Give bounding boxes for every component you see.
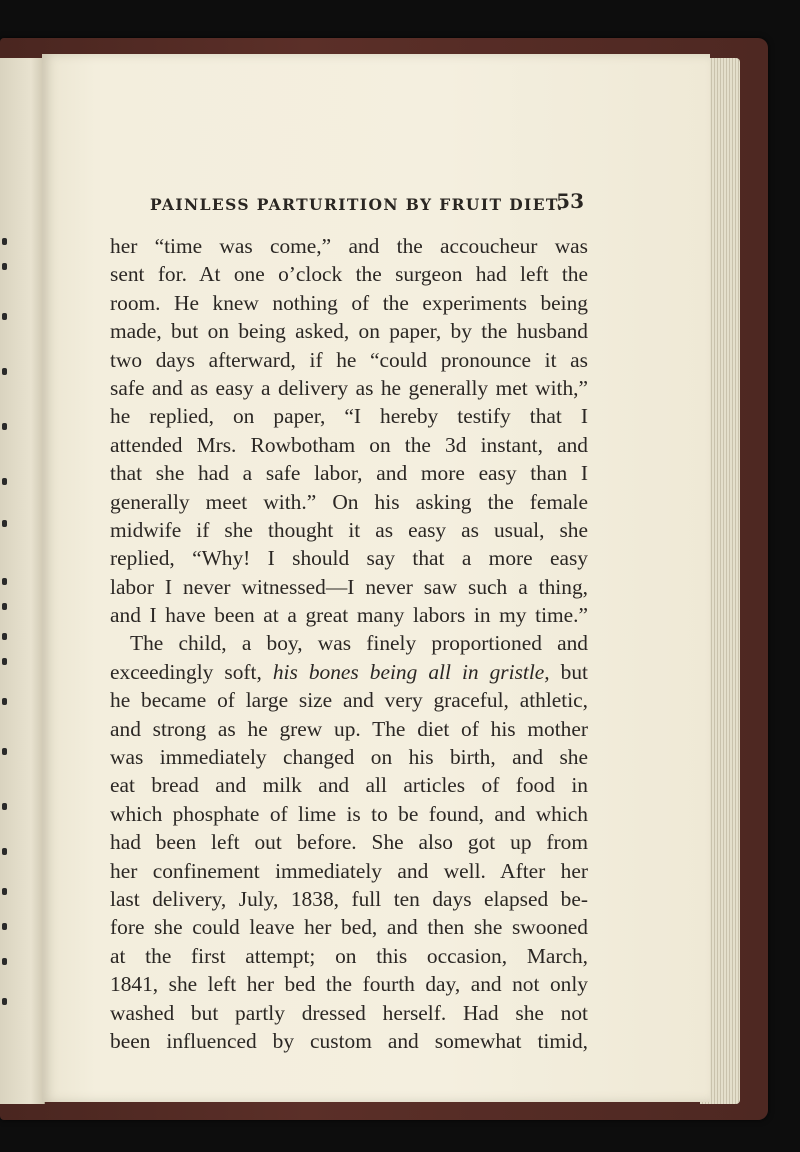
text-line: made, but on being asked, on paper, by the husband <box>110 319 588 344</box>
paragraph-start-line: The child, a boy, was finely proportioned and <box>130 631 588 656</box>
text-line: replied, “Why! I should say that a more easy <box>110 546 588 571</box>
text-run: exceedingly soft, <box>110 659 273 684</box>
text-line: 1841, she left her bed the fourth day, and not only <box>110 972 588 997</box>
text-line: been influenced by custom and somewhat timid, <box>110 1028 588 1053</box>
left-page-edge <box>0 58 45 1104</box>
text-line: had been left out before. She also got up from <box>110 830 588 855</box>
page-number: 53 <box>556 189 584 213</box>
text-line: which phosphate of lime is to be found, and which <box>110 801 588 826</box>
text-line: he replied, on paper, “I hereby testify that I <box>110 404 588 429</box>
text-line: at the first attempt; on this occasion, March, <box>110 943 588 968</box>
running-title: PAINLESS PARTURITION BY FRUIT DIET. <box>150 195 564 214</box>
text-line: her “time was come,” and the accoucheur was <box>110 234 588 258</box>
text-line: was immediately changed on his birth, and she <box>110 745 588 770</box>
text-line: fore she could leave her bed, and then she swooned <box>110 915 588 940</box>
text-line: eat bread and milk and all articles of food in <box>110 773 588 798</box>
text-line: safe and as easy a delivery as he generally met with,” <box>110 375 588 400</box>
text-line-with-italics <box>110 658 588 686</box>
text-line: and strong as he grew up. The diet of his mother <box>110 716 588 741</box>
text-line: he became of large size and very graceful, athletic, <box>110 688 588 713</box>
text-line: two days afterward, if he “could pronounce it as <box>110 347 588 372</box>
text-line: generally meet with.” On his asking the female <box>110 489 588 514</box>
body-text <box>110 232 588 1055</box>
italic-phrase: his bones being all in gristle, <box>272 659 550 684</box>
text-run: but <box>549 659 588 684</box>
text-line: attended Mrs. Rowbotham on the 3d instant, and <box>110 432 588 457</box>
text-line: and I have been at a great many labors in my time.” <box>110 603 588 628</box>
text-line: washed but partly dressed herself. Had she not <box>110 1000 588 1025</box>
text-line: last delivery, July, 1838, full ten days elapsed be- <box>110 886 588 911</box>
text-line: that she had a safe labor, and more easy than I <box>110 461 588 486</box>
left-page-bleed-marks <box>2 58 12 1104</box>
text-line: her confinement immediately and well. After her <box>110 858 588 883</box>
running-head <box>108 189 588 219</box>
text-line: midwife if she thought it as easy as usual, she <box>110 517 588 542</box>
text-line: labor I never witnessed—I never saw such a thing, <box>110 574 588 599</box>
text-line: room. He knew nothing of the experiments being <box>110 290 588 315</box>
text-line: sent for. At one o’clock the surgeon had left the <box>110 262 588 287</box>
